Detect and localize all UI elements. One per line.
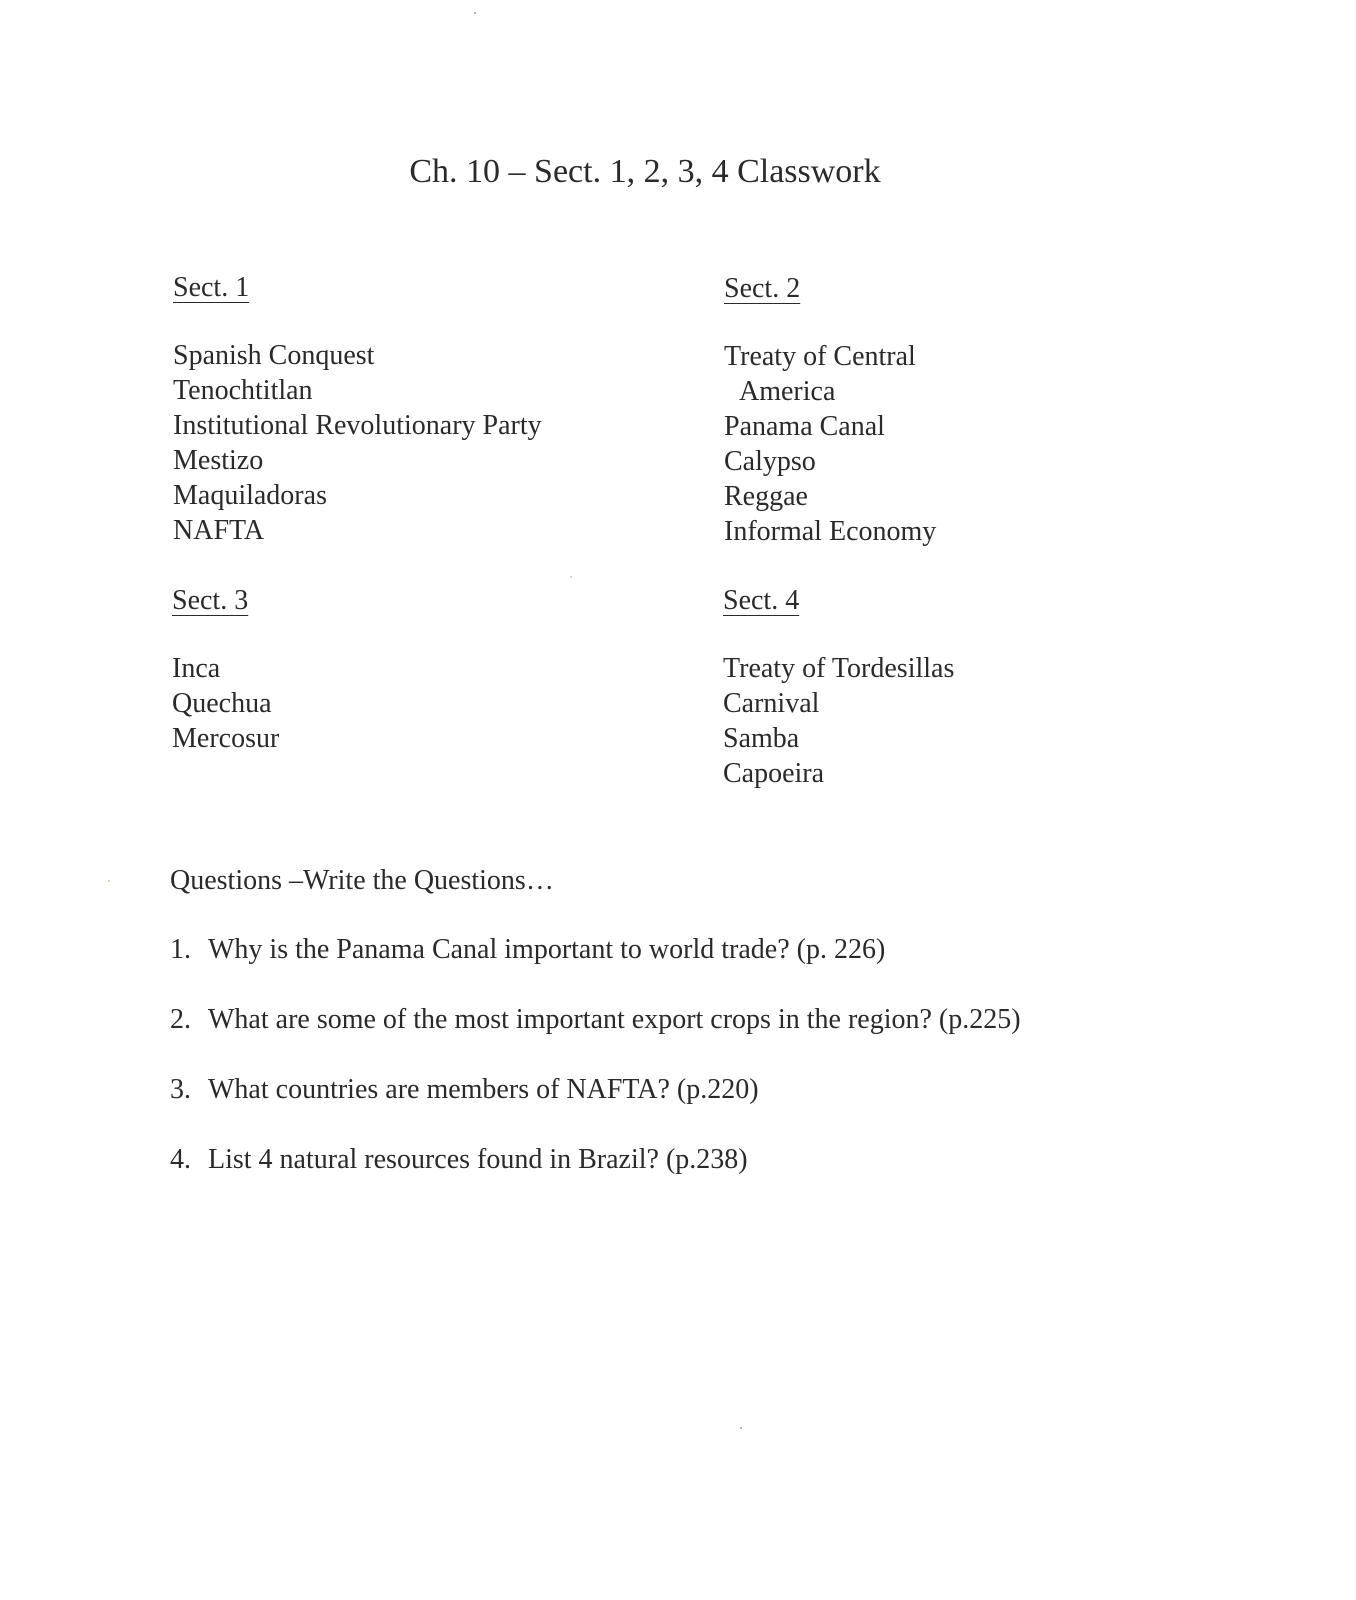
page-title: Ch. 10 – Sect. 1, 2, 3, 4 Classwork xyxy=(409,153,881,190)
question-text: Why is the Panama Canal important to world trade? (p. 226) xyxy=(208,934,886,965)
term-item: Maquiladoras xyxy=(173,480,327,511)
question-number: 4. xyxy=(170,1144,191,1175)
section-3-term-list xyxy=(172,651,279,756)
section-2-term-list xyxy=(724,339,936,549)
term-item: Institutional Revolutionary Party xyxy=(173,410,542,441)
term-item: Calypso xyxy=(724,446,816,477)
section-3-heading: Sect. 3 xyxy=(172,585,249,616)
term-item: Capoeira xyxy=(723,758,825,789)
scan-speck xyxy=(740,1427,742,1429)
section-1 xyxy=(173,270,542,548)
scan-speck xyxy=(474,12,476,14)
term-item: NAFTA xyxy=(173,515,265,546)
section-2-heading: Sect. 2 xyxy=(724,273,801,304)
term-item: Inca xyxy=(172,653,221,684)
term-item: Reggae xyxy=(724,481,808,512)
section-4-term-list xyxy=(723,651,954,791)
question-item xyxy=(170,1142,1021,1178)
scan-speck xyxy=(108,880,110,882)
questions-block xyxy=(170,862,1021,1212)
term-item: Informal Economy xyxy=(724,516,937,547)
term-item-continuation: America xyxy=(739,376,836,407)
section-4 xyxy=(723,583,954,791)
section-1-heading: Sect. 1 xyxy=(173,272,250,303)
section-2 xyxy=(724,271,936,549)
question-list xyxy=(170,932,1021,1178)
section-4-heading: Sect. 4 xyxy=(723,585,800,616)
term-item: Carnival xyxy=(723,688,820,719)
scan-speck xyxy=(570,576,572,578)
question-number: 2. xyxy=(170,1004,191,1035)
question-text: List 4 natural resources found in Brazil? (p.238) xyxy=(208,1144,748,1175)
question-text: What countries are members of NAFTA? (p.220) xyxy=(208,1074,759,1105)
section-1-term-list xyxy=(173,338,542,548)
question-number: 3. xyxy=(170,1074,191,1105)
question-text: What are some of the most important export crops in the region? (p.225) xyxy=(208,1004,1021,1035)
term-item: Quechua xyxy=(172,688,272,719)
section-3 xyxy=(172,583,279,756)
question-item xyxy=(170,1002,1021,1038)
term-item: Mestizo xyxy=(173,445,264,476)
term-item: Panama Canal xyxy=(724,411,885,442)
term-item: Spanish Conquest xyxy=(173,340,375,371)
term-item: Mercosur xyxy=(172,723,280,754)
term-item: Tenochtitlan xyxy=(173,375,313,406)
question-item xyxy=(170,1072,1021,1108)
term-item: Treaty of Tordesillas xyxy=(723,653,955,684)
term-item: Treaty of Central xyxy=(724,341,916,372)
questions-heading: Questions –Write the Questions… xyxy=(170,865,554,896)
question-item xyxy=(170,932,1021,968)
term-item: Samba xyxy=(723,723,800,754)
question-number: 1. xyxy=(170,934,191,965)
